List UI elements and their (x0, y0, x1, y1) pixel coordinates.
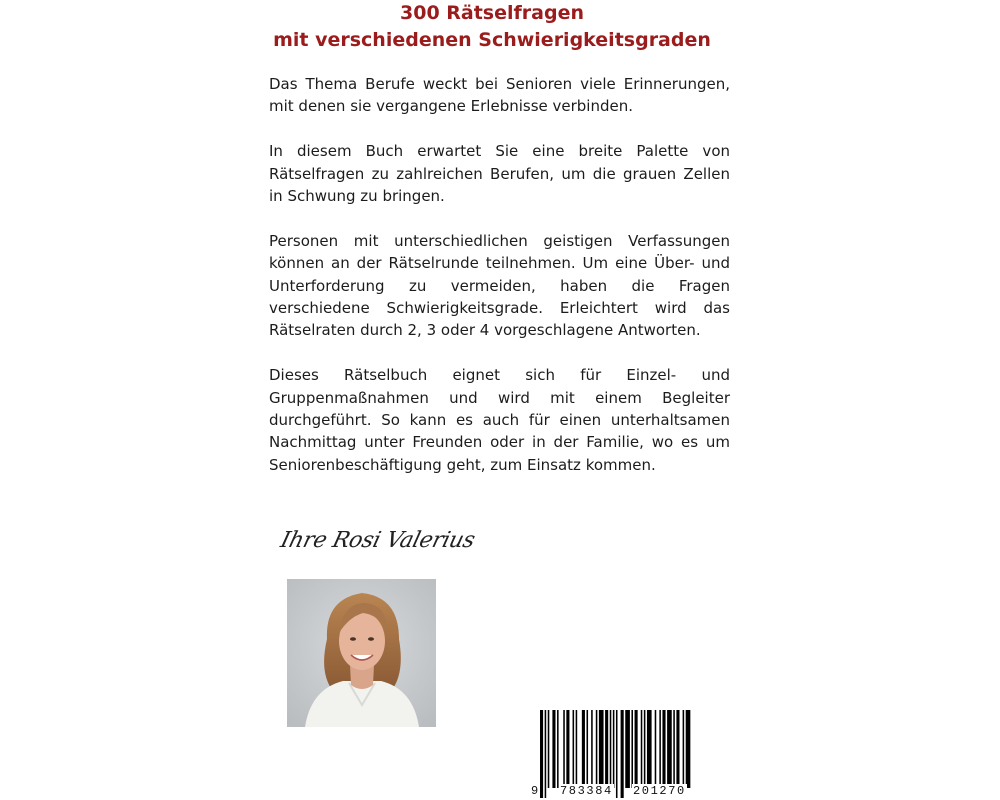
isbn-right-group: 201270 (633, 784, 686, 798)
barcode-bar (587, 710, 589, 788)
barcode-bar (596, 710, 598, 788)
barcode-bar (576, 710, 578, 788)
barcode-bar (659, 710, 661, 788)
barcode-bar (548, 710, 550, 788)
blurb-text (269, 73, 730, 499)
barcode-bar (647, 710, 652, 788)
barcode-bar (563, 710, 565, 788)
blurb-paragraph: Personen mit unterschiedlichen geistigen Verfassungen können an der Rätselrunde teilnehmen. Um eine Über- und Unterforderung zu vermeiden, haben die Fragen verschiedene Schwierigkeitsgrade. Erleichtert wird das Rätselraten durch 2, 3 oder 4 vorgeschlagene Antworten. (269, 231, 730, 340)
barcode-bar (552, 710, 555, 788)
author-signature: Ihre Rosi Valerius (278, 528, 478, 553)
barcode-bar (605, 710, 608, 788)
barcode-bar (591, 710, 593, 788)
title-line-2: mit verschiedenen Schwierigkeitsgraden (273, 29, 711, 51)
barcode-bar (655, 710, 657, 788)
barcode-bar (557, 710, 559, 788)
barcode-bar (662, 710, 665, 788)
barcode-bar (625, 710, 630, 788)
barcode-bar (686, 710, 691, 788)
barcode-bar (599, 710, 604, 788)
barcode-bar (566, 710, 569, 788)
title-line-1: 300 Rätselfragen (400, 2, 584, 24)
barcode-bar (641, 710, 643, 788)
isbn-digits (528, 784, 694, 800)
barcode-bar (573, 710, 575, 788)
blurb-paragraph: Dieses Rätselbuch eignet sich für Einzel- und Gruppenmaßnahmen und wird mit einem Begleiter durchgeführt. So kann es auch für einen unterhaltsamen Nachmittag unter Freunden oder in der Familie, wo es um Seniorenbeschäftigung geht, zum Einsatz kommen. (269, 366, 730, 474)
isbn-first-digit: 9 (531, 784, 539, 798)
barcode-bar (582, 710, 585, 788)
barcode-bar (667, 710, 672, 788)
blurb-paragraph: In diesem Buch erwartet Sie eine breite Palette von Rätselfragen zu zahlreichen Berufen, um die grauen Zellen in Schwung zu bringen. (269, 142, 730, 206)
barcode-bar (610, 710, 612, 788)
author-portrait-photo (287, 579, 436, 727)
isbn-left-group: 783384 (560, 784, 613, 798)
barcode-bar (631, 710, 633, 788)
barcode-bar (635, 710, 638, 788)
blurb-paragraph: Das Thema Berufe weckt bei Senioren viele Erinnerungen, mit denen sie vergangene Erlebnisse verbinden. (269, 75, 730, 116)
isbn-barcode (528, 710, 694, 800)
book-title-heading (0, 0, 984, 54)
barcode-bar (673, 710, 675, 788)
barcode-bar (676, 710, 679, 788)
barcode-bar (683, 710, 685, 788)
barcode-bar (613, 710, 615, 788)
barcode-bar (644, 710, 646, 788)
